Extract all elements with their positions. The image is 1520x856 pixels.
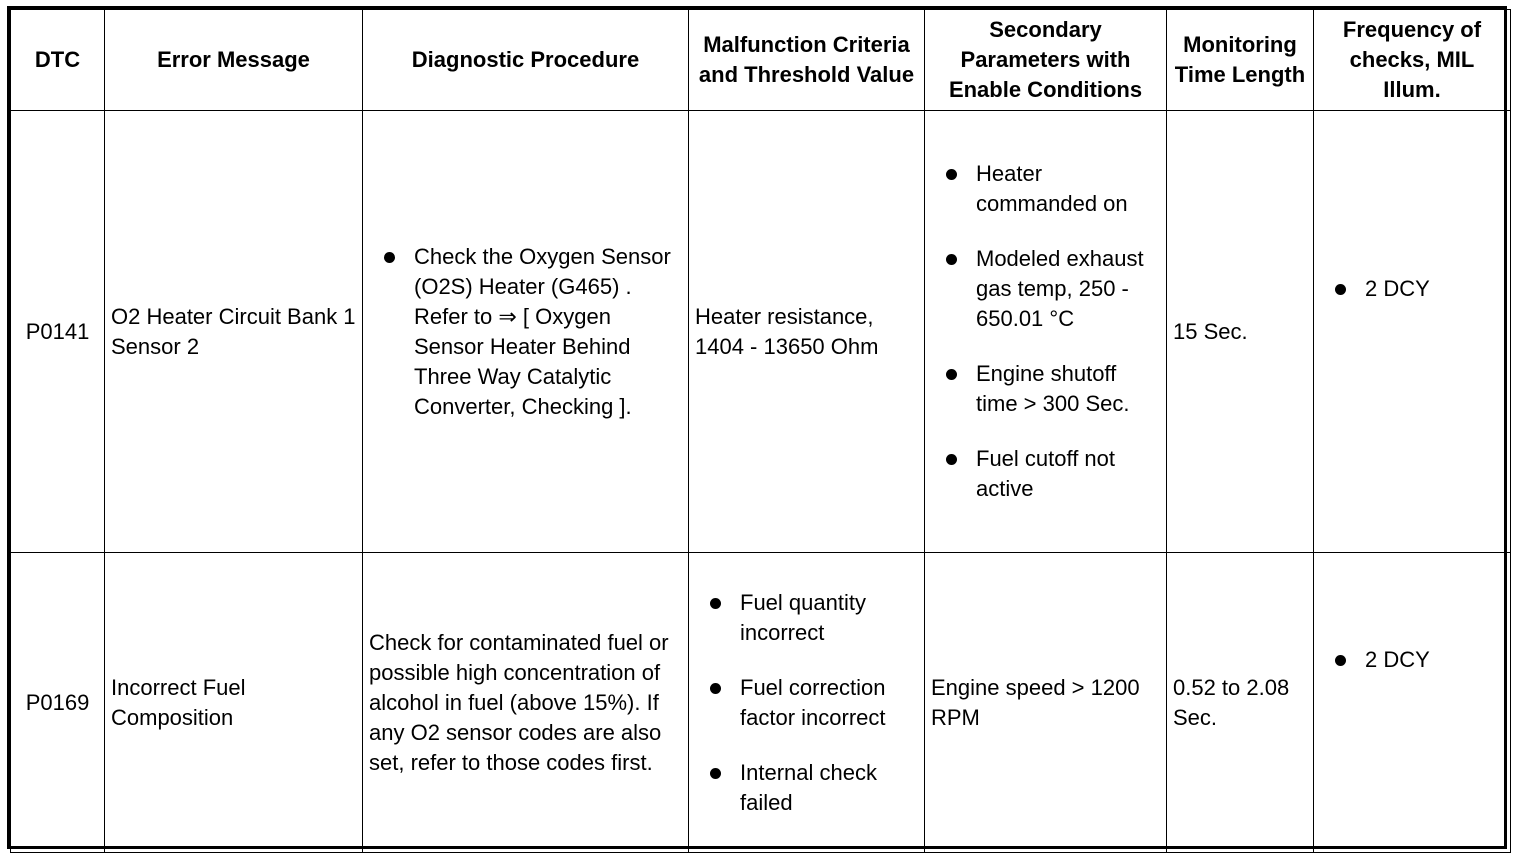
error-message: O2 Heater Circuit Bank 1 Sensor 2 (105, 111, 363, 553)
header-dtc: DTC (11, 10, 105, 111)
dtc-table (10, 9, 1511, 853)
criteria-item: Fuel correction factor incorrect (709, 673, 918, 733)
condition-item: Fuel cutoff not active (945, 444, 1158, 504)
secondary-parameters (925, 111, 1167, 553)
table-row (11, 111, 1511, 553)
header-monitoring-time: Monitoring Time Length (1167, 10, 1314, 111)
frequency (1314, 553, 1511, 853)
malfunction-criteria (689, 553, 925, 853)
header-frequency: Frequency of checks, MIL Illum. (1314, 10, 1511, 111)
diagnostic-procedure (363, 111, 689, 553)
diagnostic-procedure: Check for contaminated fuel or possible high concentration of alcohol in fuel (above 15%). If any O2 sensor codes are also set, refer to those codes first. (363, 553, 689, 853)
header-diagnostic-procedure: Diagnostic Procedure (363, 10, 689, 111)
frequency-item: 2 DCY (1334, 645, 1504, 675)
frequency-item: 2 DCY (1334, 274, 1504, 304)
criteria-item: Internal check failed (709, 758, 918, 818)
header-secondary-parameters: Secondary Parameters with Enable Conditions (925, 10, 1167, 111)
dtc-code: P0141 (11, 111, 105, 553)
dtc-table-frame (7, 6, 1507, 849)
error-message: Incorrect Fuel Composition (105, 553, 363, 853)
condition-item: Modeled exhaust gas temp, 250 - 650.01 °C (945, 244, 1158, 334)
procedure-item: Check the Oxygen Sensor (O2S) Heater (G465) . Refer to ⇒ [ Oxygen Sensor Heater Behind Three Way Catalytic Converter, Checking ]. (383, 242, 678, 422)
condition-item: Heater commanded on (945, 159, 1158, 219)
header-row (11, 10, 1511, 111)
header-malfunction-criteria: Malfunction Criteria and Threshold Value (689, 10, 925, 111)
condition-item: Engine shutoff time > 300 Sec. (945, 359, 1158, 419)
header-error-message: Error Message (105, 10, 363, 111)
criteria-item: Fuel quantity incorrect (709, 588, 918, 648)
frequency (1314, 111, 1511, 553)
table-row (11, 553, 1511, 853)
secondary-parameters: Engine speed > 1200 RPM (925, 553, 1167, 853)
malfunction-criteria: Heater resistance, 1404 - 13650 Ohm (689, 111, 925, 553)
monitoring-time: 0.52 to 2.08 Sec. (1167, 553, 1314, 853)
dtc-code: P0169 (11, 553, 105, 853)
monitoring-time: 15 Sec. (1167, 111, 1314, 553)
